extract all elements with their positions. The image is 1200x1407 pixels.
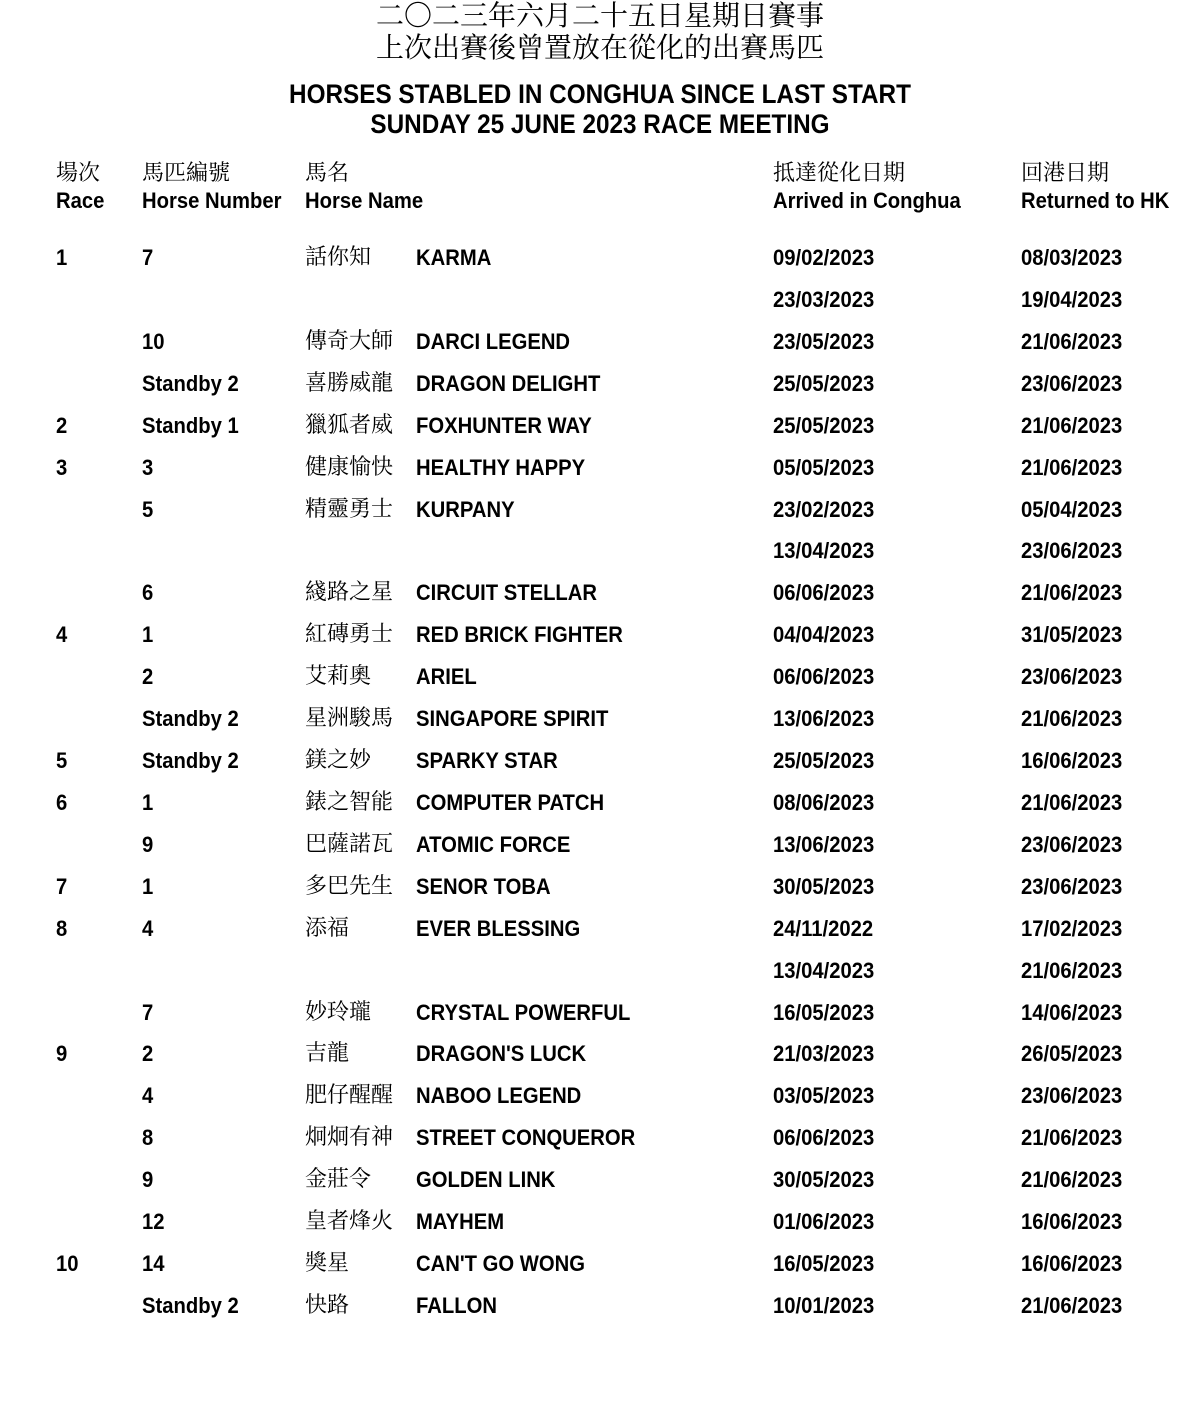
table-row (0, 1081, 1200, 1123)
race-cell: 10 (56, 1251, 79, 1277)
header-returned (1021, 160, 1182, 214)
returned-date-cell: 23/06/2023 (1021, 873, 1123, 899)
race-cell: 2 (56, 412, 68, 438)
arrived-date-cell: 09/02/2023 (773, 245, 875, 270)
race-cell: 5 (56, 748, 68, 774)
horse-name-en-cell: CAN'T GO WONG (416, 1251, 585, 1277)
horse-number-cell: 9 (142, 1167, 154, 1193)
horse-name-zh-cell: 健康愉快 (305, 454, 394, 480)
race-cell: 6 (56, 789, 68, 815)
horse-number-cell: 12 (142, 1209, 165, 1235)
header-returned-zh: 回港日期 (1021, 161, 1110, 186)
title-zh-line-1: 二〇二三年六月二十五日星期日賽事 (375, 0, 824, 32)
returned-date-cell: 23/06/2023 (1021, 664, 1123, 690)
header-horse-number-en: Horse Number (142, 188, 282, 213)
table-row (0, 914, 1200, 956)
horse-name-en-cell: CRYSTAL POWERFUL (416, 999, 631, 1025)
horse-name-zh-cell: 喜勝威龍 (305, 370, 394, 396)
header-race-zh: 場次 (56, 161, 101, 186)
arrived-date-cell: 16/05/2023 (773, 999, 875, 1025)
arrived-date-cell: 06/06/2023 (773, 1125, 875, 1151)
returned-date-cell: 21/06/2023 (1021, 454, 1123, 480)
horse-name-zh-cell: 綫路之星 (305, 580, 394, 606)
horse-number-cell: 4 (142, 915, 154, 941)
table-row (0, 830, 1200, 872)
arrived-date-cell: 03/05/2023 (773, 1083, 875, 1109)
horse-number-cell: 9 (142, 831, 154, 857)
horse-number-cell: 1 (142, 622, 154, 648)
header-arrived-zh: 抵達從化日期 (773, 161, 906, 186)
returned-date-cell: 21/06/2023 (1021, 1167, 1123, 1193)
header-horse-name-zh: 馬名 (305, 161, 350, 186)
header-horse-number (142, 160, 294, 214)
returned-date-cell: 26/05/2023 (1021, 1041, 1123, 1067)
horse-name-zh-cell: 添福 (305, 915, 350, 941)
race-cell: 9 (56, 1041, 68, 1067)
arrived-date-cell: 30/05/2023 (773, 1167, 875, 1193)
title-zh-line-2: 上次出賽後曾置放在從化的出賽馬匹 (375, 31, 824, 64)
horse-name-en-cell: EVER BLESSING (416, 915, 581, 941)
table-row (0, 578, 1200, 620)
horse-name-zh-cell: 肥仔醒醒 (305, 1083, 394, 1109)
table-row (0, 369, 1200, 411)
table-row (0, 1039, 1200, 1081)
table-row (0, 620, 1200, 662)
header-horse-number-zh: 馬匹編號 (142, 161, 231, 186)
horse-name-zh-cell: 炯炯有神 (305, 1125, 394, 1151)
horse-name-zh-cell: 妙玲瓏 (305, 999, 372, 1025)
horse-name-zh-cell: 巴薩諾瓦 (305, 831, 394, 857)
horse-name-en-cell: CIRCUIT STELLAR (416, 580, 598, 606)
arrived-date-cell: 30/05/2023 (773, 873, 875, 899)
arrived-date-cell: 25/05/2023 (773, 370, 875, 396)
table-row (0, 495, 1200, 537)
arrived-date-cell: 25/05/2023 (773, 412, 875, 438)
horse-number-cell: 5 (142, 496, 154, 522)
horse-name-en-cell: RED BRICK FIGHTER (416, 622, 623, 648)
horse-name-zh-cell: 多巴先生 (305, 873, 394, 899)
horse-name-zh-cell: 金莊令 (305, 1167, 372, 1193)
horse-name-en-cell: DARCI LEGEND (416, 328, 571, 354)
horse-number-cell: Standby 2 (142, 370, 239, 396)
horse-number-cell: 3 (142, 454, 154, 480)
horse-number-cell: 10 (142, 328, 165, 354)
title-en-line-2: SUNDAY 25 JUNE 2023 RACE MEETING (370, 109, 830, 139)
horse-name-en-cell: MAYHEM (416, 1209, 505, 1235)
race-cell: 8 (56, 915, 68, 941)
horse-name-en-cell: KURPANY (416, 496, 515, 522)
race-cell: 3 (56, 454, 68, 480)
horse-name-zh-cell: 話你知 (305, 245, 372, 270)
returned-date-cell: 21/06/2023 (1021, 1125, 1123, 1151)
arrived-date-cell: 04/04/2023 (773, 622, 875, 648)
horse-number-cell: 2 (142, 1041, 154, 1067)
table-row (0, 704, 1200, 746)
arrived-date-cell: 13/04/2023 (773, 538, 875, 564)
horse-number-cell: 1 (142, 873, 154, 899)
arrived-date-cell: 24/11/2022 (773, 915, 874, 941)
table-row (0, 411, 1200, 453)
table-row (0, 453, 1200, 495)
horse-name-en-cell: ATOMIC FORCE (416, 831, 571, 857)
arrived-date-cell: 13/06/2023 (773, 831, 875, 857)
header-arrived (773, 160, 977, 214)
horse-name-en-cell: DRAGON'S LUCK (416, 1041, 587, 1067)
table-row (0, 536, 1200, 578)
returned-date-cell: 21/06/2023 (1021, 1293, 1123, 1318)
table-row (0, 998, 1200, 1040)
returned-date-cell: 23/06/2023 (1021, 538, 1123, 564)
table-row (0, 327, 1200, 369)
header-horse-name (305, 160, 433, 214)
table-row (0, 662, 1200, 704)
arrived-date-cell: 05/05/2023 (773, 454, 875, 480)
horse-number-cell: Standby 2 (142, 748, 239, 774)
returned-date-cell: 16/06/2023 (1021, 1251, 1123, 1277)
returned-date-cell: 16/06/2023 (1021, 1209, 1123, 1235)
horse-name-en-cell: ARIEL (416, 664, 477, 690)
table-row (0, 1291, 1200, 1333)
horse-name-en-cell: NABOO LEGEND (416, 1083, 582, 1109)
horse-name-en-cell: COMPUTER PATCH (416, 789, 605, 815)
horse-name-en-cell: SINGAPORE SPIRIT (416, 706, 609, 732)
horse-number-cell: Standby 1 (142, 412, 239, 438)
arrived-date-cell: 23/03/2023 (773, 286, 875, 312)
horse-name-en-cell: SENOR TOBA (416, 873, 551, 899)
arrived-date-cell: 01/06/2023 (773, 1209, 875, 1235)
header-race (56, 160, 109, 214)
table-row (0, 243, 1200, 285)
table-row (0, 1207, 1200, 1249)
horse-name-en-cell: GOLDEN LINK (416, 1167, 556, 1193)
header-arrived-en: Arrived in Conghua (773, 188, 961, 213)
returned-date-cell: 08/03/2023 (1021, 245, 1123, 270)
horse-name-en-cell: STREET CONQUEROR (416, 1125, 636, 1151)
arrived-date-cell: 06/06/2023 (773, 580, 875, 606)
horse-name-zh-cell: 傳奇大師 (305, 328, 394, 354)
horse-number-cell: Standby 2 (142, 1293, 239, 1318)
horse-number-cell: 7 (142, 245, 154, 270)
returned-date-cell: 21/06/2023 (1021, 580, 1123, 606)
horse-number-cell: 6 (142, 580, 154, 606)
arrived-date-cell: 25/05/2023 (773, 748, 875, 774)
returned-date-cell: 23/06/2023 (1021, 831, 1123, 857)
table-row (0, 788, 1200, 830)
arrived-date-cell: 13/06/2023 (773, 706, 875, 732)
returned-date-cell: 05/04/2023 (1021, 496, 1123, 522)
table-row (0, 285, 1200, 327)
horse-number-cell: Standby 2 (142, 706, 239, 732)
horse-name-zh-cell: 紅磚勇士 (305, 622, 394, 648)
race-cell: 4 (56, 622, 68, 648)
header-horse-name-en: Horse Name (305, 188, 424, 213)
table-row (0, 872, 1200, 914)
arrived-date-cell: 21/03/2023 (773, 1041, 875, 1067)
table-row (0, 956, 1200, 998)
header-returned-en: Returned to HK (1021, 188, 1170, 213)
horse-name-zh-cell: 艾莉奧 (305, 664, 372, 690)
table-row (0, 1165, 1200, 1207)
returned-date-cell: 19/04/2023 (1021, 286, 1123, 312)
horse-name-zh-cell: 錶之智能 (305, 789, 394, 815)
horse-name-zh-cell: 獵狐者威 (305, 412, 394, 438)
arrived-date-cell: 08/06/2023 (773, 789, 875, 815)
race-cell: 1 (56, 245, 68, 270)
horse-number-cell: 1 (142, 789, 154, 815)
arrived-date-cell: 16/05/2023 (773, 1251, 875, 1277)
arrived-date-cell: 06/06/2023 (773, 664, 875, 690)
horse-name-en-cell: HEALTHY HAPPY (416, 454, 586, 480)
returned-date-cell: 21/06/2023 (1021, 706, 1123, 732)
returned-date-cell: 21/06/2023 (1021, 328, 1123, 354)
table-row (0, 746, 1200, 788)
horse-number-cell: 4 (142, 1083, 154, 1109)
horse-name-zh-cell: 精靈勇士 (305, 496, 394, 522)
arrived-date-cell: 23/05/2023 (773, 328, 875, 354)
horse-name-zh-cell: 皇者烽火 (305, 1209, 394, 1235)
horse-name-en-cell: KARMA (416, 245, 492, 270)
horse-number-cell: 8 (142, 1125, 154, 1151)
returned-date-cell: 31/05/2023 (1021, 622, 1123, 648)
table-row (0, 1123, 1200, 1165)
returned-date-cell: 21/06/2023 (1021, 412, 1123, 438)
table-row (0, 1249, 1200, 1291)
race-cell: 7 (56, 873, 68, 899)
returned-date-cell: 23/06/2023 (1021, 370, 1123, 396)
returned-date-cell: 23/06/2023 (1021, 1083, 1123, 1109)
horse-name-zh-cell: 快路 (305, 1293, 350, 1318)
title-en-line-1: HORSES STABLED IN CONGHUA SINCE LAST START (289, 79, 911, 109)
horse-name-en-cell: FALLON (416, 1293, 497, 1318)
horse-name-zh-cell: 鎂之妙 (305, 748, 372, 774)
horse-name-en-cell: SPARKY STAR (416, 748, 558, 774)
horse-name-zh-cell: 吉龍 (305, 1041, 350, 1067)
arrived-date-cell: 23/02/2023 (773, 496, 875, 522)
returned-date-cell: 17/02/2023 (1021, 915, 1123, 941)
returned-date-cell: 16/06/2023 (1021, 748, 1123, 774)
horse-number-cell: 14 (142, 1251, 165, 1277)
returned-date-cell: 14/06/2023 (1021, 999, 1123, 1025)
horse-number-cell: 7 (142, 999, 154, 1025)
horse-number-cell: 2 (142, 664, 154, 690)
horse-name-en-cell: DRAGON DELIGHT (416, 370, 601, 396)
returned-date-cell: 21/06/2023 (1021, 789, 1123, 815)
returned-date-cell: 21/06/2023 (1021, 957, 1123, 983)
horse-name-en-cell: FOXHUNTER WAY (416, 412, 592, 438)
header-race-en: Race (56, 188, 105, 213)
horse-name-zh-cell: 獎星 (305, 1251, 350, 1277)
horse-name-zh-cell: 星洲駿馬 (305, 706, 394, 732)
arrived-date-cell: 13/04/2023 (773, 957, 875, 983)
arrived-date-cell: 10/01/2023 (773, 1293, 875, 1318)
